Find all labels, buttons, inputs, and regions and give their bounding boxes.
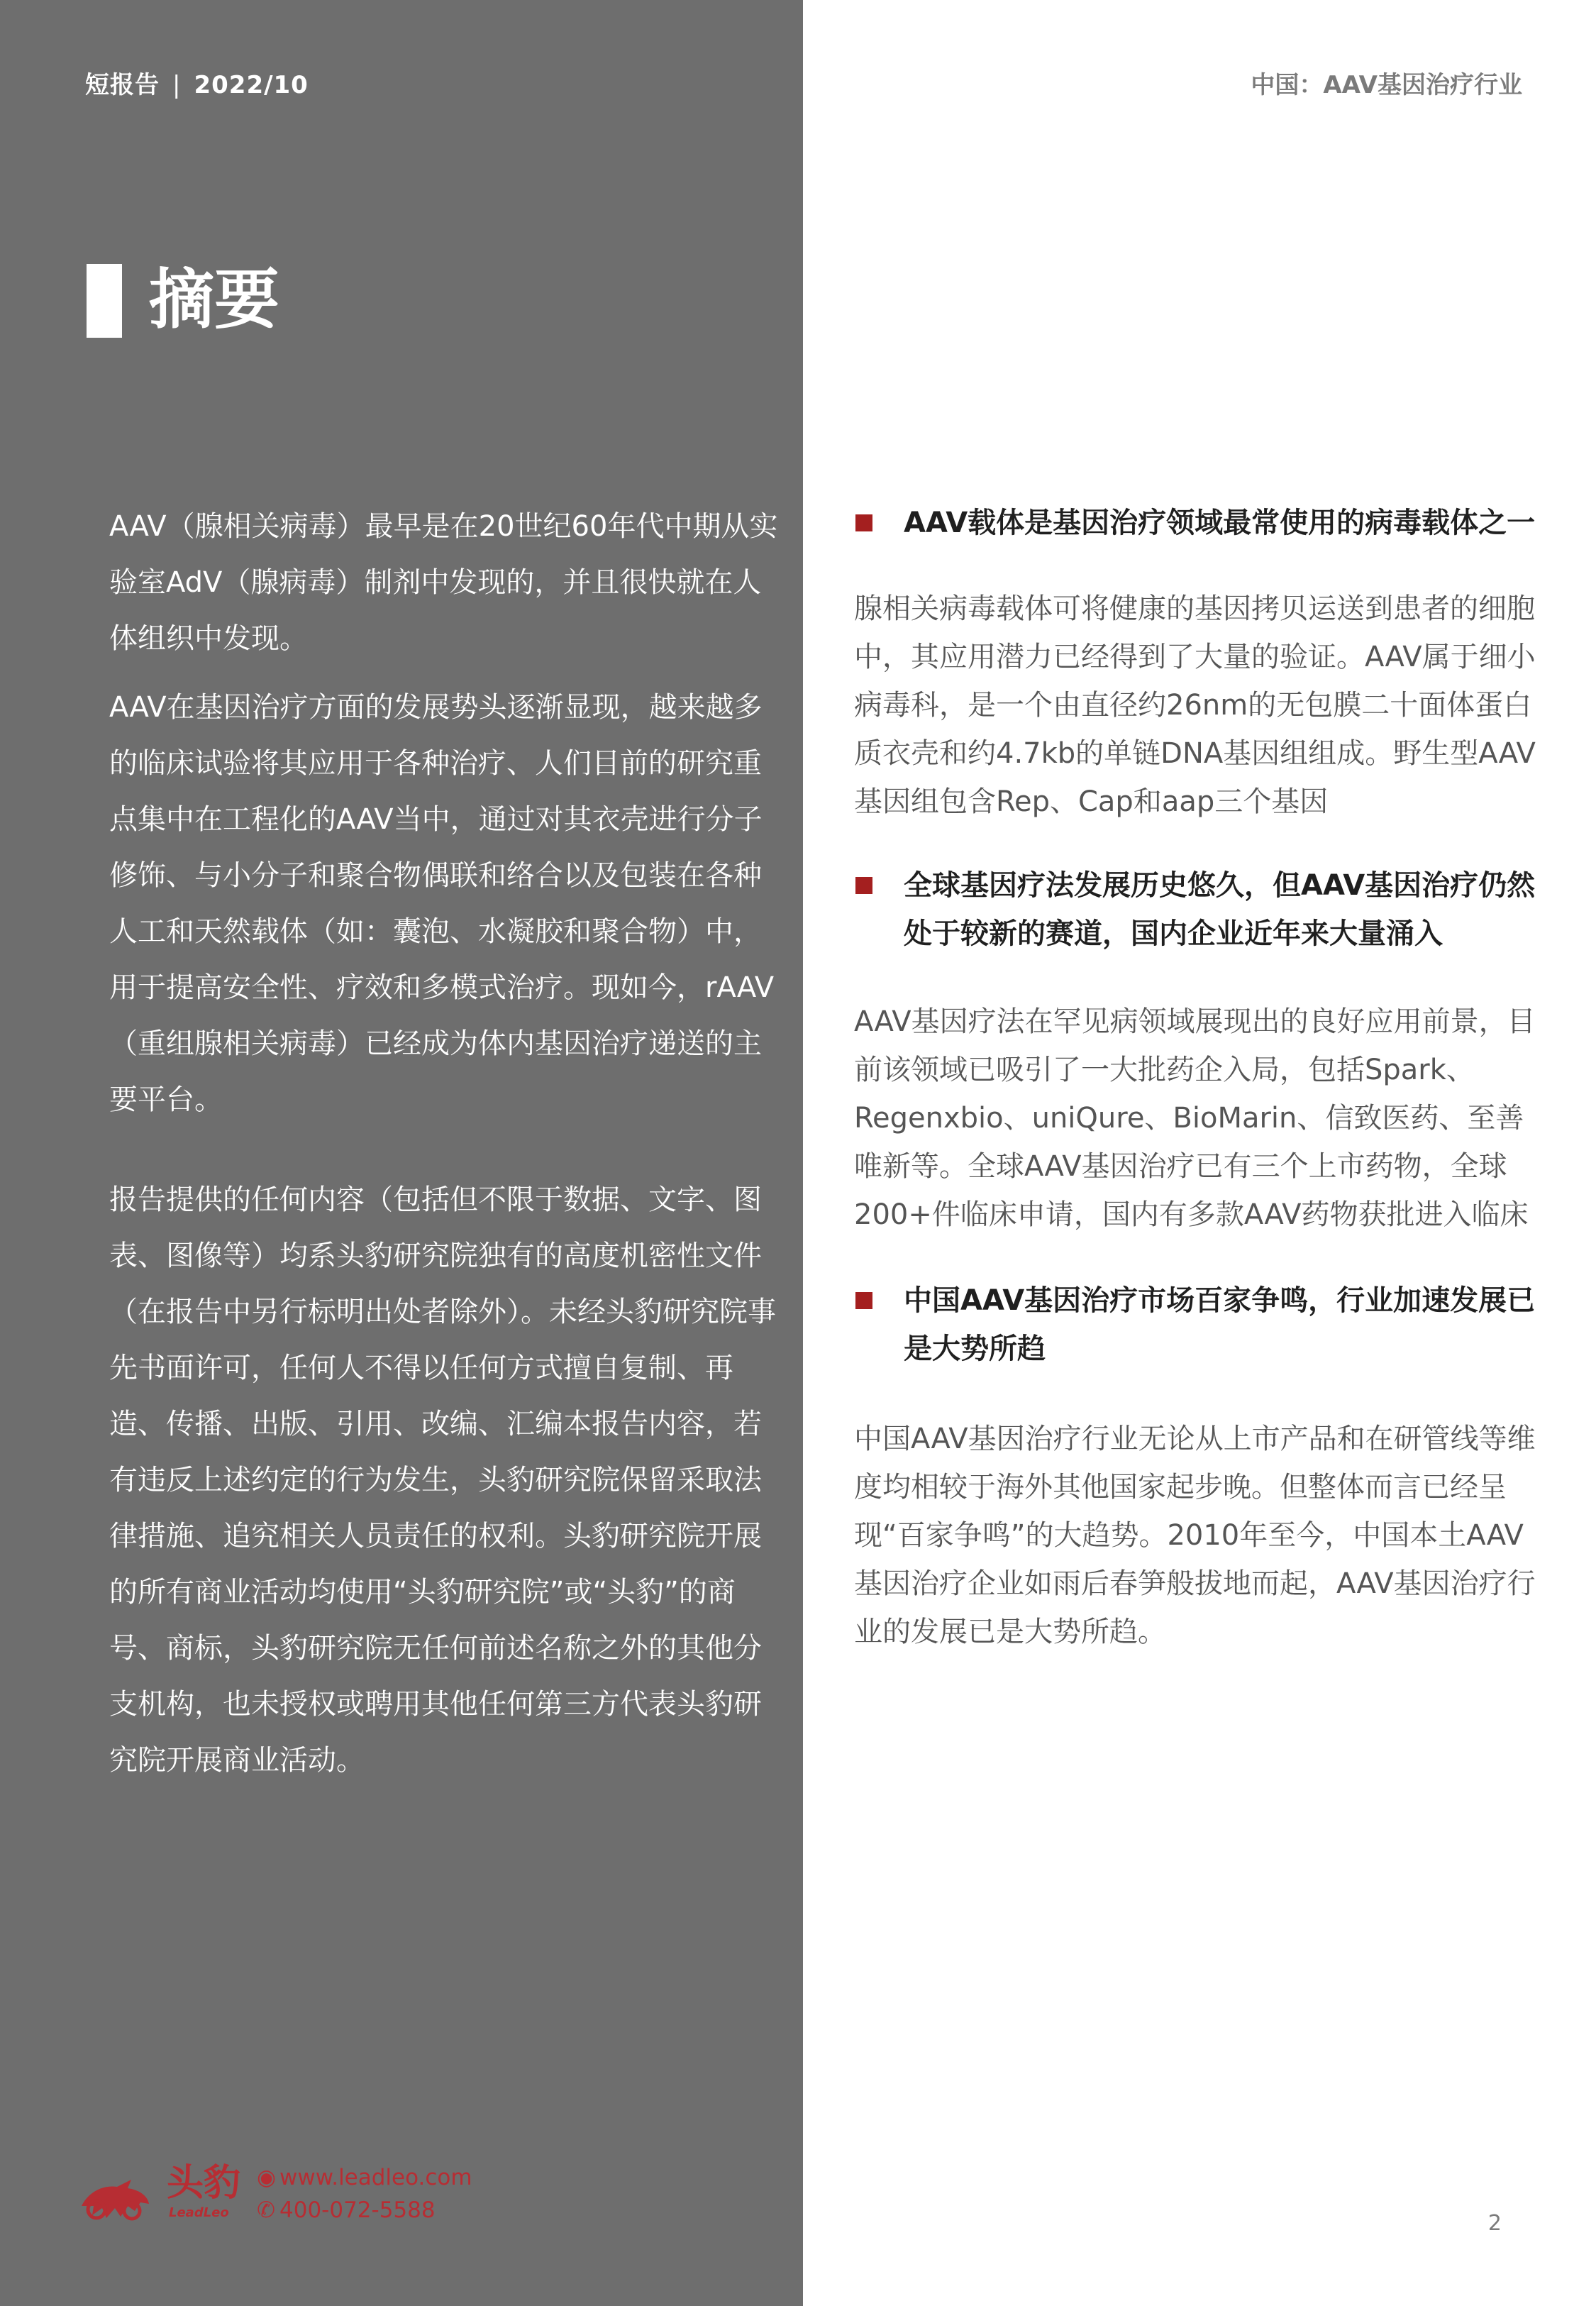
section-heading-text: AAV载体是基因治疗领域最常使用的病毒载体之一 <box>904 507 1536 539</box>
key-points <box>854 499 1542 1656</box>
bullet-square-icon <box>855 877 872 894</box>
globe-icon: ◉ <box>257 2165 277 2190</box>
page-number: 2 <box>1487 2211 1502 2236</box>
logo-english-name: LeadLeo <box>169 2205 229 2220</box>
phone-icon: ✆ <box>257 2197 275 2223</box>
company-logo <box>78 2161 475 2232</box>
report-type-header <box>85 65 309 100</box>
section-body: 腺相关病毒载体可将健康的基因拷贝运送到患者的细胞中，其应用潜力已经得到了大量的验证。AAV属于细小病毒科，是一个由直径约26nm的无包膜二十面体蛋白质衣壳和约4.7kb的单链DNA基因组组成。野生型AAV基因组包含Rep、Cap和aap三个基因 <box>854 592 1536 818</box>
contact-info <box>257 2161 472 2227</box>
summary-text <box>109 499 780 1789</box>
disclaimer-paragraph: 报告提供的任何内容（包括但不限于数据、文字、图表、图像等）均系头豹研究院独有的高度机密性文件（在报告中另行标明出处者除外）。未经头豹研究院事先书面许可，任何人不得以任何方式擅自复制、再造、传播、出版、引用、改编、汇编本报告内容，若有违反上述约定的行为发生，头豹研究院保留采取法律措施、追究相关人员责任的权利。头豹研究院开展的所有商业活动均使用“头豹研究院”或“头豹”的商号、商标，头豹研究院无任何前述名称之外的其他分支机构，也未授权或聘用其他任何第三方代表头豹研究院开展商业活动。 <box>109 1184 776 1777</box>
summary-paragraph: AAV在基因治疗方面的发展势头逐渐显现，越来越多的临床试验将其应用于各种治疗、人们目前的研究重点集中在工程化的AAV当中，通过对其衣壳进行分子修饰、与小分子和聚合物偶联和络合以及包装在各种人工和天然载体（如：囊泡、水凝胶和聚合物）中，用于提高安全性、疗效和多模式治疗。现如今，rAAV（重组腺相关病毒）已经成为体内基因治疗递送的主要平台。 <box>109 691 775 1116</box>
section-heading-text: 全球基因疗法发展历史悠久，但AAV基因治疗仍然处于较新的赛道，国内企业近年来大量涌入 <box>904 869 1536 950</box>
leopard-logo-icon <box>78 2167 153 2224</box>
section-heading <box>854 861 1542 958</box>
bullet-square-icon <box>855 1292 872 1309</box>
header-separator: | <box>172 71 182 99</box>
phone-number: 400-072-5588 <box>279 2197 436 2223</box>
section-heading <box>854 499 1542 547</box>
section-body: AAV基因疗法在罕见病领域展现出的良好应用前景，目前该领域已吸引了一大批药企入局，包括Spark、Regenxbio、uniQure、BioMarin、信致医药、至善唯新等。全球AAV基因治疗已有三个上市药物，全球200+件临床申请，国内有多款AAV药物获批进入临床 <box>854 1005 1536 1231</box>
report-topic-header: 中国：AAV基因治疗行业 <box>1251 71 1522 99</box>
report-date: 2022/10 <box>194 71 309 99</box>
summary-paragraph: AAV（腺相关病毒）最早是在20世纪60年代中期从实验室AdV（腺病毒）制剂中发现的，并且很快就在人体组织中发现。 <box>109 510 778 655</box>
bullet-square-icon <box>855 514 872 531</box>
website-link[interactable]: www.leadleo.com <box>279 2165 472 2190</box>
section-heading-text: 中国AAV基因治疗市场百家争鸣，行业加速发展已是大势所趋 <box>904 1284 1536 1365</box>
page-title: 摘要 <box>149 262 280 338</box>
section-heading <box>854 1276 1542 1373</box>
logo-chinese-name: 头豹 <box>167 2162 241 2205</box>
report-type-label: 短报告 <box>85 71 160 99</box>
title-bar-marker <box>87 264 122 338</box>
section-body: 中国AAV基因治疗行业无论从上市产品和在研管线等维度均相较于海外其他国家起步晚。但整体而言已经呈现“百家争鸣”的大趋势。2010年至今，中国本土AAV基因治疗企业如雨后春笋般拔地而起，AAV基因治疗行业的发展已是大势所趋。 <box>854 1423 1536 1648</box>
